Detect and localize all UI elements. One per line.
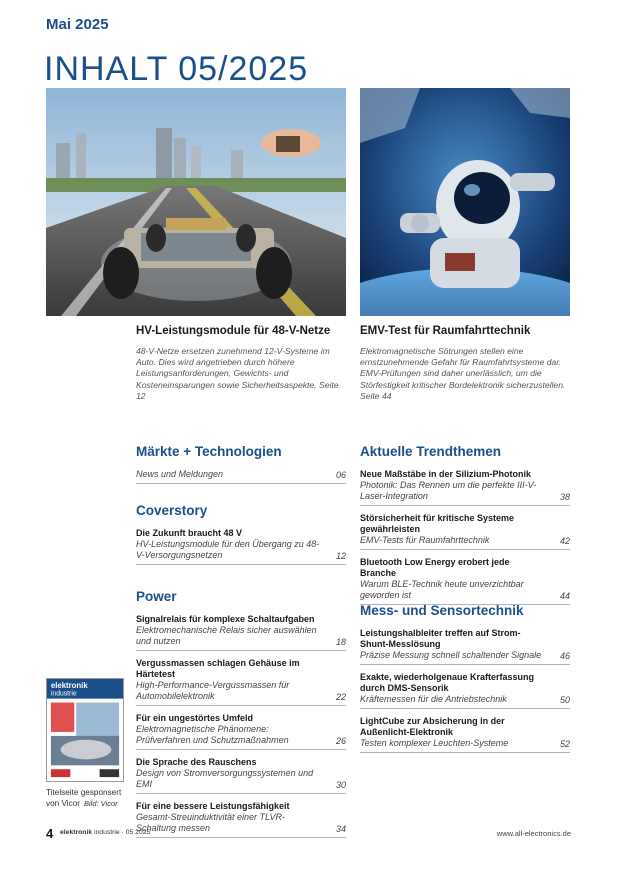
entry-page: 18 [335, 637, 346, 647]
toc-entry[interactable] [360, 509, 570, 550]
page-footer [46, 826, 571, 840]
toc-entry[interactable] [136, 654, 346, 706]
toc-entry[interactable] [136, 709, 346, 750]
cover-mag-title-2: industrie [50, 690, 77, 698]
entry-page: 06 [335, 470, 346, 480]
toc-entry[interactable] [136, 465, 346, 484]
entry-title: Für eine bessere Leistungsfähigkeit [136, 801, 290, 811]
toc-entry[interactable] [360, 553, 570, 605]
footer-magazine-rest: industrie · 05 2025 [92, 829, 151, 836]
feature-text: Elektromagnetische Sötrungen stellen eine ernstzunehmende Gefahr für Raumfahrtsysteme dar. EMV-Prüfungen sind daher unerlässlich, um die Störfestigkeit kritischer Bordelektronik sicherzustellen. Seite 44 [360, 346, 566, 401]
section-trends [360, 444, 570, 608]
entry-page: 42 [559, 536, 570, 546]
entry-subtitle: Gesamt-Streuinduktivität einer TLVR-Schaltung messen [136, 812, 286, 833]
section-mess [360, 603, 570, 756]
entry-page: 34 [335, 824, 346, 834]
toc-entry[interactable] [136, 753, 346, 794]
cover-credit: Bild: Vicor [83, 798, 118, 808]
footer-magazine [60, 829, 150, 836]
footer-url[interactable]: www.all-electronics.de [496, 829, 571, 838]
section-heading: Aktuelle Trendthemen [360, 444, 502, 459]
entry-page: 30 [335, 780, 346, 790]
entry-page: 22 [335, 692, 346, 702]
entry-page: 50 [559, 695, 570, 705]
entry-subtitle: HV-Leistungsmodule für den Übergang zu 48-V-Versorgungsnetzen [136, 539, 320, 560]
entry-subtitle: EMV-Tests für Raumfahrttechnik [360, 535, 490, 545]
page-title: INHALT 05/2025 [44, 50, 309, 88]
entry-title: Die Zukunft braucht 48 V [136, 528, 243, 538]
footer-magazine-bold: elektronik [60, 829, 93, 836]
entry-subtitle: Design von Stromversorgungssystemen und EMI [136, 768, 314, 789]
hero-image-astronaut [360, 88, 570, 316]
entry-page: 38 [559, 492, 570, 502]
entry-title: Leistungshalbleiter treffen auf Strom-Shunt-Messlösung [360, 628, 521, 649]
cover-caption-line2: von Vicor [46, 798, 80, 808]
entry-page: 12 [335, 551, 346, 561]
feature-title: HV-Leistungsmodule für 48-V-Netze [136, 325, 331, 337]
entry-page: 46 [559, 651, 570, 661]
entry-subtitle: News und Meldungen [136, 469, 224, 479]
entry-subtitle: Präzise Messung schnell schaltender Signale [360, 650, 542, 660]
section-power [136, 589, 346, 841]
toc-entry[interactable] [136, 524, 346, 565]
cover-mag-title-1: elektronik [50, 680, 88, 690]
entry-subtitle: High-Performance-Vergussmassen für Automobilelektronik [136, 680, 290, 701]
entry-subtitle: Kräftemessen für die Antriebstechnik [360, 694, 507, 704]
entry-title: Vergussmassen schlagen Gehäuse im Härtetest [136, 658, 300, 679]
toc-entry[interactable] [360, 465, 570, 506]
toc-entry[interactable] [360, 712, 570, 753]
entry-title: Die Sprache des Rauschens [136, 757, 257, 767]
section-heading: Mess- und Sensortechnik [360, 603, 524, 618]
section-maerkte [136, 444, 346, 487]
entry-subtitle: Warum BLE-Technik heute unverzichtbar geworden ist [360, 579, 524, 600]
hero-image-car-chassis [46, 88, 346, 316]
entry-subtitle: Elektromagnetische Phänomene: Prüfverfahren und Schutzmaßnahmen [136, 724, 289, 745]
issue-date: Mai 2025 [46, 16, 109, 33]
entry-title: Signalrelais für komplexe Schaltaufgaben [136, 614, 315, 624]
entry-title: Störsicherheit für kritische Systeme gewährleisten [360, 513, 515, 534]
section-heading: Coverstory [136, 503, 208, 518]
entry-page: 52 [559, 739, 570, 749]
entry-page: 44 [559, 591, 570, 601]
entry-subtitle: Photonik: Das Rennen um die perfekte III-V-Laser-Integration [360, 480, 537, 501]
entry-title: Für ein ungestörtes Umfeld [136, 713, 254, 723]
toc-entry[interactable] [360, 624, 570, 665]
section-heading: Power [136, 589, 177, 604]
feature-title: EMV-Test für Raumfahrttechnik [360, 325, 531, 337]
toc-entry[interactable] [136, 610, 346, 651]
feature-text: 48-V-Netze ersetzen zunehmend 12-V-Systeme im Auto. Dies wird angetrieben durch höhere Leistungsanforderungen, Gewichts- und Kosteneinsparungen sowie Sicherheitsaspekte. Seite 12 [136, 346, 339, 401]
entry-title: LightCube zur Absicherung in der Außenlicht-Elektronik [360, 716, 505, 737]
cover-thumbnail[interactable] [46, 678, 124, 782]
toc-entry[interactable] [360, 668, 570, 709]
feature-hv-module[interactable] [136, 325, 346, 402]
entry-subtitle: Elektromechanische Relais sicher auswählen und nutzen [136, 625, 317, 646]
entry-subtitle: Testen komplexer Leuchten-Systeme [360, 738, 509, 748]
section-coverstory [136, 503, 346, 568]
feature-emv-test[interactable] [360, 325, 575, 402]
section-heading: Märkte + Technologien [136, 444, 282, 459]
entry-title: Bluetooth Low Energy erobert jede Branche [360, 557, 510, 578]
page-number: 4 [46, 826, 54, 841]
entry-page: 26 [335, 736, 346, 746]
entry-title: Exakte, wiederholgenaue Krafterfassung durch DMS-Sensorik [360, 672, 535, 693]
entry-title: Neue Maßstäbe in der Silizium-Photonik [360, 469, 532, 479]
cover-caption-line1: Titelseite gesponsert [46, 788, 122, 797]
cover-caption [46, 788, 121, 809]
